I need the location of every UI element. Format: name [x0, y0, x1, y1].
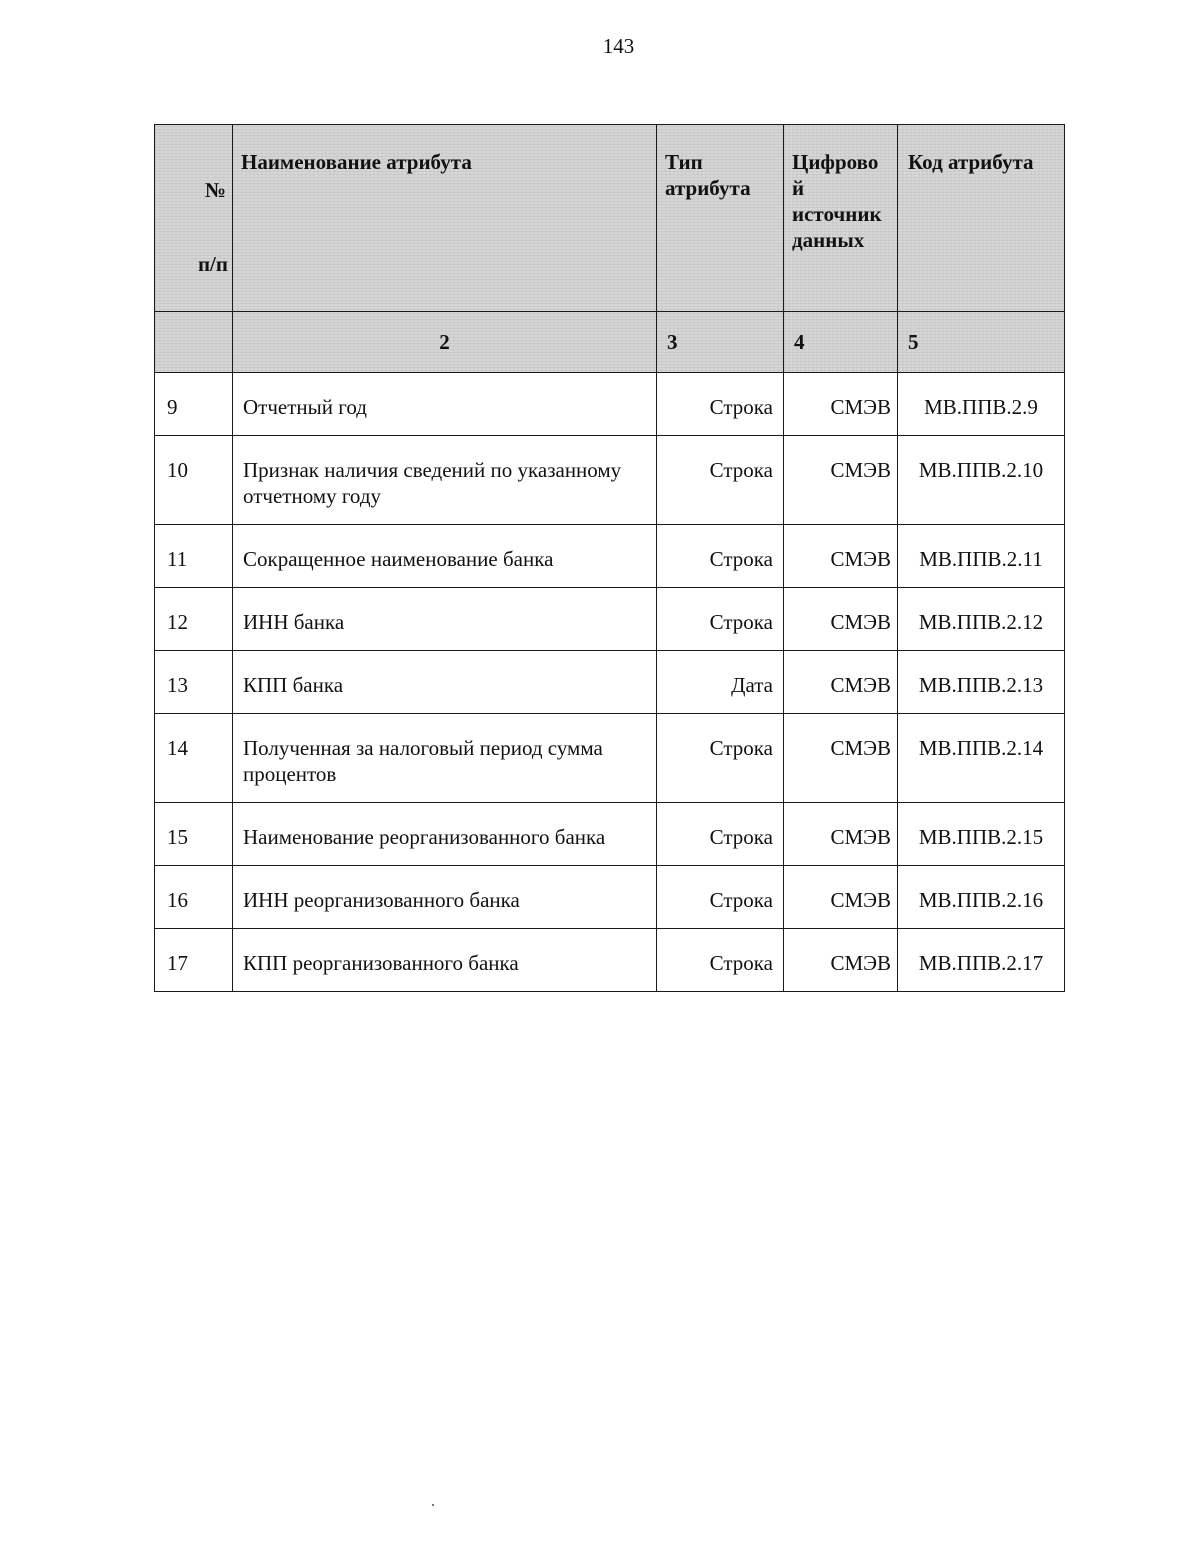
cell-name: ИНН реорганизованного банка: [233, 866, 657, 929]
header-num: [155, 125, 233, 312]
cell-name: Сокращенное наименование банка: [233, 525, 657, 588]
table-row: [155, 929, 1065, 992]
header-type: Тип атрибута: [657, 125, 784, 312]
cell-source: СМЭВ: [784, 651, 898, 714]
cell-name: КПП банка: [233, 651, 657, 714]
table-row: [155, 373, 1065, 436]
cell-num: 10: [155, 436, 233, 525]
cell-code: МВ.ППВ.2.16: [898, 866, 1065, 929]
cell-name: ИНН банка: [233, 588, 657, 651]
cell-num: 12: [155, 588, 233, 651]
header-num-symbol: №: [204, 178, 226, 202]
header-source-line: й: [792, 176, 805, 200]
header-source-line: Цифрово: [792, 150, 879, 174]
cell-name: Отчетный год: [233, 373, 657, 436]
table-header-row: [155, 125, 1065, 312]
cell-code: МВ.ППВ.2.17: [898, 929, 1065, 992]
table-row: [155, 436, 1065, 525]
header-source-line: источник: [792, 202, 882, 226]
cell-name: КПП реорганизованного банка: [233, 929, 657, 992]
cell-source: СМЭВ: [784, 436, 898, 525]
header-num-pp: п/п: [197, 252, 228, 276]
cell-type: Строка: [657, 929, 784, 992]
cell-type: Строка: [657, 803, 784, 866]
cell-num: 14: [155, 714, 233, 803]
column-number-2: 2: [233, 312, 657, 373]
cell-num: 16: [155, 866, 233, 929]
cell-code: МВ.ППВ.2.13: [898, 651, 1065, 714]
cell-code: МВ.ППВ.2.12: [898, 588, 1065, 651]
attributes-table: [154, 124, 1065, 992]
cell-num: 17: [155, 929, 233, 992]
cell-source: СМЭВ: [784, 714, 898, 803]
cell-name: Наименование реорганизованного банка: [233, 803, 657, 866]
cell-num: 11: [155, 525, 233, 588]
cell-source: СМЭВ: [784, 525, 898, 588]
table-row: [155, 803, 1065, 866]
cell-type: Строка: [657, 588, 784, 651]
cell-type: Дата: [657, 651, 784, 714]
cell-num: 13: [155, 651, 233, 714]
cell-num: 9: [155, 373, 233, 436]
table-row: [155, 651, 1065, 714]
header-source: [784, 125, 898, 312]
cell-code: МВ.ППВ.2.9: [898, 373, 1065, 436]
cell-type: Строка: [657, 436, 784, 525]
table-row: [155, 588, 1065, 651]
table-row: [155, 525, 1065, 588]
header-code: Код атрибута: [898, 125, 1065, 312]
cell-source: СМЭВ: [784, 373, 898, 436]
header-source-line: данных: [792, 228, 865, 252]
cell-source: СМЭВ: [784, 588, 898, 651]
column-number-row: [155, 312, 1065, 373]
cell-name: Признак наличия сведений по указанному отчетному году: [233, 436, 657, 525]
cell-code: МВ.ППВ.2.11: [898, 525, 1065, 588]
header-name: Наименование атрибута: [233, 125, 657, 312]
cell-type: Строка: [657, 714, 784, 803]
cell-code: МВ.ППВ.2.10: [898, 436, 1065, 525]
column-number-3: 3: [657, 312, 784, 373]
cell-code: МВ.ППВ.2.14: [898, 714, 1065, 803]
scan-speck: [432, 1504, 434, 1506]
cell-code: МВ.ППВ.2.15: [898, 803, 1065, 866]
page-number: 143: [602, 34, 635, 58]
cell-source: СМЭВ: [784, 929, 898, 992]
cell-num: 15: [155, 803, 233, 866]
column-number-5: 5: [898, 312, 1065, 373]
column-number-4: 4: [784, 312, 898, 373]
column-number-1: [155, 312, 233, 373]
cell-source: СМЭВ: [784, 866, 898, 929]
cell-name: Полученная за налоговый период сумма процентов: [233, 714, 657, 803]
cell-type: Строка: [657, 525, 784, 588]
table-row: [155, 714, 1065, 803]
cell-type: Строка: [657, 866, 784, 929]
cell-type: Строка: [657, 373, 784, 436]
table-row: [155, 866, 1065, 929]
cell-source: СМЭВ: [784, 803, 898, 866]
